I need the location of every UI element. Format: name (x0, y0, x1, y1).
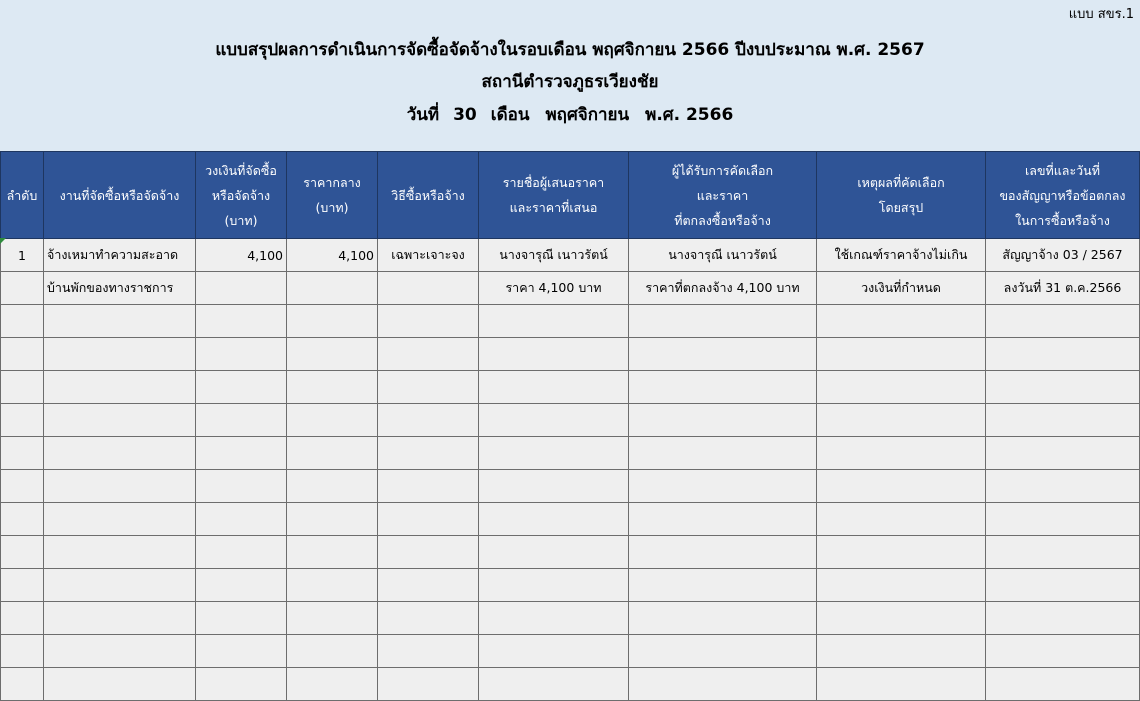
empty-cell[interactable] (817, 338, 986, 371)
empty-cell[interactable] (986, 470, 1140, 503)
empty-table-row (1, 602, 1140, 635)
empty-cell[interactable] (1, 569, 44, 602)
form-code: แบบ สขร.1 (1068, 7, 1134, 22)
day-label: วันที่ (406, 105, 440, 125)
empty-cell[interactable] (378, 470, 479, 503)
empty-cell[interactable] (1, 536, 44, 569)
empty-cell[interactable] (378, 635, 479, 668)
empty-cell[interactable] (287, 668, 378, 701)
empty-cell[interactable] (986, 305, 1140, 338)
empty-cell[interactable] (44, 437, 196, 470)
empty-cell[interactable] (986, 437, 1140, 470)
cell-bidders[interactable]: ราคา 4,100 บาท (479, 272, 629, 305)
empty-cell[interactable] (378, 404, 479, 437)
empty-cell[interactable] (629, 569, 817, 602)
empty-cell[interactable] (1, 470, 44, 503)
report-header (0, 0, 1140, 150)
empty-cell[interactable] (817, 668, 986, 701)
empty-cell[interactable] (986, 569, 1140, 602)
procurement-table (0, 151, 1140, 701)
empty-cell[interactable] (196, 305, 287, 338)
empty-cell[interactable] (629, 536, 817, 569)
empty-table-row (1, 404, 1140, 437)
empty-cell[interactable] (817, 536, 986, 569)
empty-cell[interactable] (378, 536, 479, 569)
empty-table-row (1, 569, 1140, 602)
empty-cell[interactable] (378, 338, 479, 371)
month-value: พฤศจิกายน (545, 105, 630, 125)
empty-cell[interactable] (287, 338, 378, 371)
empty-cell[interactable] (629, 635, 817, 668)
empty-cell[interactable] (287, 635, 378, 668)
empty-table-row (1, 503, 1140, 536)
empty-cell[interactable] (44, 602, 196, 635)
empty-cell[interactable] (196, 635, 287, 668)
empty-cell[interactable] (1, 305, 44, 338)
empty-cell[interactable] (1, 371, 44, 404)
year-value: พ.ศ. 2566 (645, 105, 734, 125)
empty-cell[interactable] (196, 437, 287, 470)
empty-cell[interactable] (479, 668, 629, 701)
header-winner: ผู้ได้รับการคัดเลือก และราคา ที่ตกลงซื้อหรือจ้าง (629, 152, 817, 239)
station-name: สถานีตำรวจภูธรเวียงชัย (481, 72, 659, 92)
empty-cell[interactable] (479, 569, 629, 602)
empty-table-row (1, 437, 1140, 470)
empty-cell[interactable] (44, 536, 196, 569)
empty-cell[interactable] (196, 404, 287, 437)
empty-cell[interactable] (378, 437, 479, 470)
empty-cell[interactable] (629, 371, 817, 404)
empty-cell[interactable] (629, 404, 817, 437)
empty-table-row (1, 470, 1140, 503)
empty-cell[interactable] (287, 503, 378, 536)
empty-cell[interactable] (817, 569, 986, 602)
empty-cell[interactable] (479, 305, 629, 338)
empty-cell[interactable] (986, 668, 1140, 701)
cell-median-price[interactable] (287, 272, 378, 305)
empty-cell[interactable] (44, 569, 196, 602)
empty-cell[interactable] (479, 338, 629, 371)
empty-cell[interactable] (1, 503, 44, 536)
empty-cell[interactable] (479, 635, 629, 668)
empty-cell[interactable] (479, 404, 629, 437)
empty-cell[interactable] (378, 503, 479, 536)
header-method: วิธีซื้อหรือจ้าง (378, 152, 479, 239)
cell-winner[interactable]: ราคาที่ตกลงจ้าง 4,100 บาท (629, 272, 817, 305)
empty-cell[interactable] (287, 305, 378, 338)
cell-winner[interactable]: นางจารุณี เนาวรัตน์ (629, 239, 817, 272)
empty-cell[interactable] (817, 602, 986, 635)
empty-cell[interactable] (378, 602, 479, 635)
empty-cell[interactable] (44, 635, 196, 668)
empty-cell[interactable] (629, 305, 817, 338)
empty-cell[interactable] (817, 470, 986, 503)
empty-cell[interactable] (479, 536, 629, 569)
header-budget: วงเงินที่จัดซื้อ หรือจัดจ้าง (บาท) (196, 152, 287, 239)
empty-cell[interactable] (817, 371, 986, 404)
empty-cell[interactable] (479, 470, 629, 503)
empty-cell[interactable] (817, 635, 986, 668)
report-title: แบบสรุปผลการดำเนินการจัดซื้อจัดจ้างในรอบเดือน พฤศจิกายน 2566 ปีงบประมาณ พ.ศ. 2567 (215, 40, 925, 60)
empty-cell[interactable] (1, 437, 44, 470)
empty-table-row (1, 635, 1140, 668)
empty-cell[interactable] (629, 437, 817, 470)
empty-cell[interactable] (479, 437, 629, 470)
cell-budget[interactable] (196, 272, 287, 305)
empty-table-row (1, 668, 1140, 701)
empty-table-row (1, 338, 1140, 371)
empty-cell[interactable] (196, 569, 287, 602)
empty-cell[interactable] (817, 503, 986, 536)
cell-method[interactable] (378, 272, 479, 305)
empty-cell[interactable] (629, 668, 817, 701)
empty-cell[interactable] (44, 503, 196, 536)
empty-cell[interactable] (196, 536, 287, 569)
header-no: ลำดับ (1, 152, 44, 239)
empty-cell[interactable] (986, 371, 1140, 404)
empty-cell[interactable] (196, 602, 287, 635)
cell-contract[interactable]: ลงวันที่ 31 ต.ค.2566 (986, 272, 1140, 305)
empty-cell[interactable] (196, 338, 287, 371)
cell-median-price[interactable]: 4,100 (287, 239, 378, 272)
cell-budget[interactable]: 4,100 (196, 239, 287, 272)
empty-cell[interactable] (378, 371, 479, 404)
cell-reason[interactable]: ใช้เกณฑ์ราคาจ้างไม่เกิน (817, 239, 986, 272)
empty-cell[interactable] (986, 404, 1140, 437)
empty-cell[interactable] (287, 470, 378, 503)
empty-cell[interactable] (986, 536, 1140, 569)
header-median-price: ราคากลาง (บาท) (287, 152, 378, 239)
empty-cell[interactable] (629, 503, 817, 536)
empty-cell[interactable] (817, 437, 986, 470)
empty-cell[interactable] (1, 668, 44, 701)
cell-work[interactable]: จ้างเหมาทำความสะอาด (44, 239, 196, 272)
empty-cell[interactable] (817, 305, 986, 338)
cell-method[interactable]: เฉพาะเจาะจง (378, 239, 479, 272)
empty-cell[interactable] (196, 371, 287, 404)
empty-cell[interactable] (287, 371, 378, 404)
empty-cell[interactable] (44, 470, 196, 503)
month-label: เดือน (490, 105, 530, 125)
empty-table-row (1, 371, 1140, 404)
empty-cell[interactable] (287, 437, 378, 470)
empty-table-row (1, 536, 1140, 569)
cell-contract[interactable]: สัญญาจ้าง 03 / 2567 (986, 239, 1140, 272)
cell-work[interactable]: บ้านพักของทางราชการ (44, 272, 196, 305)
empty-cell[interactable] (196, 470, 287, 503)
empty-cell[interactable] (287, 536, 378, 569)
empty-cell[interactable] (287, 602, 378, 635)
table-row (1, 239, 1140, 272)
empty-cell[interactable] (287, 569, 378, 602)
cell-corner-marker (0, 238, 6, 244)
empty-cell[interactable] (196, 503, 287, 536)
report-date (0, 101, 1140, 128)
header-work: งานที่จัดซื้อหรือจัดจ้าง (44, 152, 196, 239)
day-value: 30 (453, 105, 477, 125)
empty-cell[interactable] (44, 404, 196, 437)
empty-cell[interactable] (287, 404, 378, 437)
cell-reason[interactable]: วงเงินที่กำหนด (817, 272, 986, 305)
empty-cell[interactable] (629, 470, 817, 503)
empty-cell[interactable] (44, 371, 196, 404)
cell-bidders[interactable]: นางจารุณี เนาวรัตน์ (479, 239, 629, 272)
empty-cell[interactable] (1, 338, 44, 371)
table-header-row (1, 152, 1140, 239)
empty-cell[interactable] (629, 338, 817, 371)
empty-cell[interactable] (378, 668, 479, 701)
header-reason: เหตุผลที่คัดเลือก โดยสรุป (817, 152, 986, 239)
cell-no[interactable]: 1 (1, 239, 44, 272)
empty-cell[interactable] (1, 404, 44, 437)
empty-cell[interactable] (479, 371, 629, 404)
empty-cell[interactable] (479, 602, 629, 635)
empty-table-row (1, 305, 1140, 338)
cell-no[interactable] (1, 272, 44, 305)
empty-cell[interactable] (986, 635, 1140, 668)
header-bidders: รายชื่อผู้เสนอราคา และราคาที่เสนอ (479, 152, 629, 239)
empty-cell[interactable] (986, 503, 1140, 536)
empty-cell[interactable] (44, 305, 196, 338)
empty-cell[interactable] (1, 635, 44, 668)
empty-cell[interactable] (196, 668, 287, 701)
header-contract: เลขที่และวันที่ ของสัญญาหรือข้อตกลง ในการซื้อหรือจ้าง (986, 152, 1140, 239)
empty-cell[interactable] (629, 602, 817, 635)
empty-cell[interactable] (378, 305, 479, 338)
table-row (1, 272, 1140, 305)
empty-cell[interactable] (986, 338, 1140, 371)
empty-cell[interactable] (44, 668, 196, 701)
empty-cell[interactable] (44, 338, 196, 371)
empty-cell[interactable] (817, 404, 986, 437)
empty-cell[interactable] (1, 602, 44, 635)
empty-cell[interactable] (378, 569, 479, 602)
empty-cell[interactable] (479, 503, 629, 536)
empty-cell[interactable] (986, 602, 1140, 635)
